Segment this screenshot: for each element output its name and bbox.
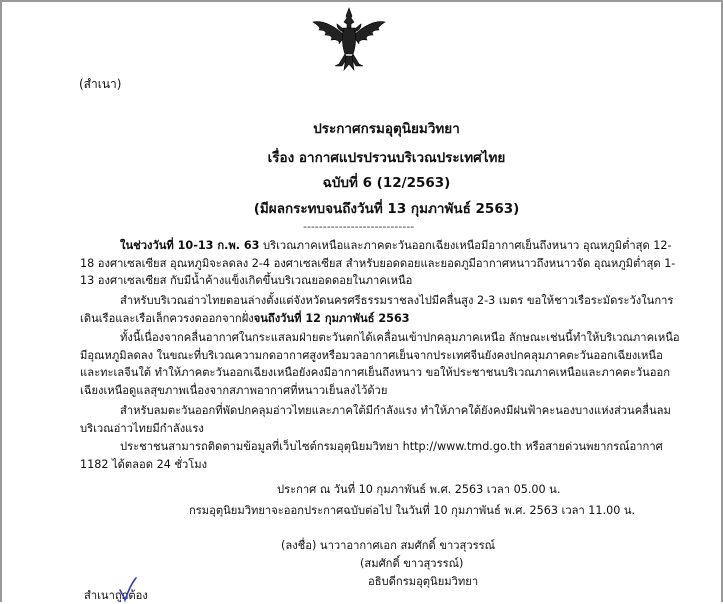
copy-note: (สำเนา): [79, 77, 122, 91]
announcement-title: ประกาศกรมอุตุนิยมวิทยา: [313, 121, 460, 137]
paragraph-1: [80, 237, 682, 290]
divider-line: ----------------------------: [303, 220, 415, 233]
handwritten-tick-icon: [116, 576, 138, 602]
paragraph-5: ประชาชนสามารถติดตามข้อมูลที่เว็บไซต์กรมอุตุนิยมวิทยา http://www.tmd.go.th หรือสายด่วนพยากรณ์อากาศ 1182 ได้ตลอด 24 ชั่วโมง: [80, 440, 663, 471]
page-border-top: [0, 0, 723, 2]
announcement-subject: เรื่อง อากาศแปรปรวนบริเวณประเทศไทย: [267, 150, 506, 166]
issue-number: ฉบับที่ 6 (12/2563): [322, 175, 451, 191]
certified-copy-note: สำเนาถูกต้อง: [84, 589, 148, 602]
effective-date: (มีผลกระทบจนถึงวันที่ 13 กุมภาพันธ์ 2563): [253, 201, 520, 217]
paragraph-3: ทั้งนี้เนื่องจากคลื่นอากาศในกระแสลมฝ่ายตะวันตกได้เคลื่อนเข้าปกคลุมภาคเหนือ ลักษณะเช่นนี้ทำให้บริเวณภาคเหนือมีอุณหภูมิลดลง ในขณะที่บริเวณความกดอากาศสูงหรือมวลอากาศเย็นจากประเทศจีนยังคงปกคลุมภาคตะวันออกเฉียงเหนือและทะเลจีนใต้ ทำให้ภาคตะวันออกเฉียงเหนือยังคงมีอากาศเย็นถึงหนาว ขอให้ประชาชนบริเวณภาคเหนือและภาคตะวันออกเฉียงเหนือดูแลสุขภาพเนื่องจากสภาพอากาศที่หนาวเย็นลงไว้ด้วย: [80, 331, 680, 397]
next-issue-notice: กรมอุตุนิยมวิทยาจะออกประกาศฉบับต่อไป ในวันที่ 10 กุมภาพันธ์ พ.ศ. 2563 เวลา 11.00 น.: [189, 504, 636, 517]
paragraph-1-text: บริเวณภาคเหนือและภาคตะวันออกเฉียงเหนือมีอากาศเย็นถึงหนาว อุณหภูมิต่ำสุด 12-18 องศาเซลเซียส อุณหภูมิจะลดลง 2-4 องศาเซลเซียส สำหรับยอดดอยและยอดภูมีอากาศหนาวถึงหนาวจัด อุณหภูมิต่ำสุด 1-13 องศาเซลเซียส กับมีน้ำค้างแข็งเกิดขึ้นบริเวณยอดดอยในภาคเหนือ: [80, 239, 676, 287]
paragraph-2-text: สำหรับบริเวณอ่าวไทยตอนล่างตั้งแต่จังหวัดนครศรีธรรมราชลงไปมีคลื่นสูง 2-3 เมตร ขอให้ชาวเรือระมัดระวังในการเดินเรือและเรือเล็กควรงดออกจากฝั่ง: [80, 294, 674, 325]
page-border-left: [0, 0, 2, 602]
signer-title: อธิบดีกรมอุตุนิยมวิทยา: [368, 575, 479, 588]
garuda-emblem-icon: [309, 6, 389, 72]
paragraph-1-lead: ในช่วงวันที่ 10-13 ก.พ. 63: [120, 239, 260, 252]
paragraph-2-date: จนถึงวันที่ 12 กุมภาพันธ์ 2563: [253, 311, 410, 325]
paragraph-2: [80, 292, 682, 327]
signer-name: (สมศักดิ์ ขาวสุวรรณ์): [360, 557, 464, 570]
signature-line: (ลงชื่อ) นาวาอากาศเอก สมศักดิ์ ขาวสุวรรณ์: [281, 539, 496, 552]
paragraph-4: สำหรับลมตะวันออกที่พัดปกคลุมอ่าวไทยและภาคใต้มีกำลังแรง ทำให้ภาคใต้ยังคงมีฝนฟ้าคะนองบางแห่งส่วนคลื่นลมบริเวณอ่าวไทยมีกำลังแรง: [80, 404, 671, 435]
announcement-datetime: ประกาศ ณ วันที่ 10 กุมภาพันธ์ พ.ศ. 2563 เวลา 05.00 น.: [277, 483, 561, 496]
